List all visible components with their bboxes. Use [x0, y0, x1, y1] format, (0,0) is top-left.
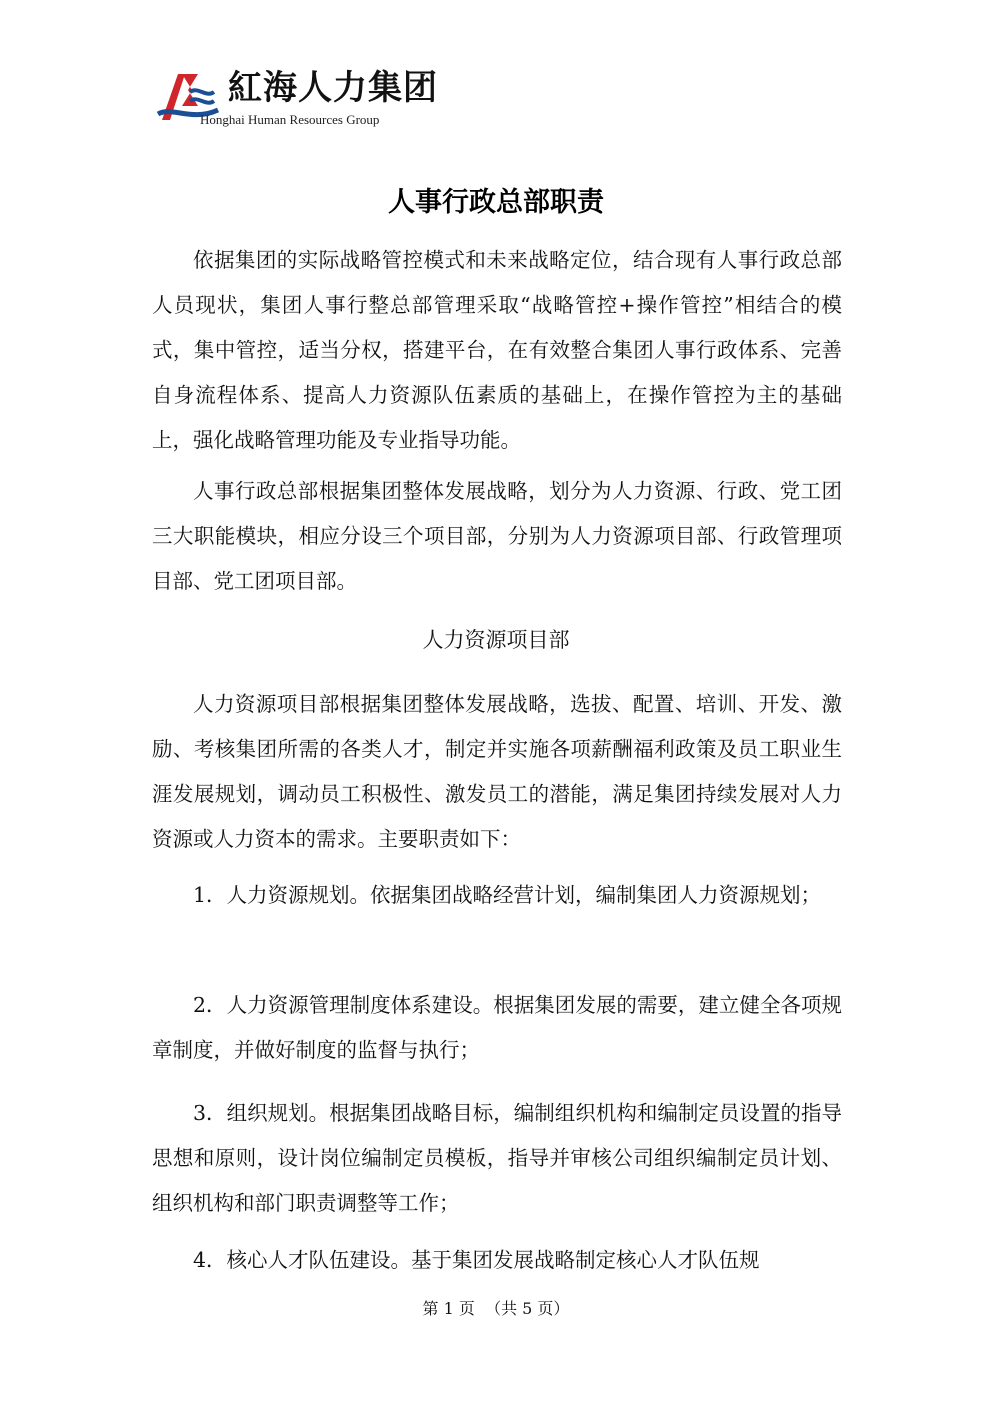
duty-item-3: 3．组织规划。根据集团战略目标，编制组织机构和编制定员设置的指导思想和原则，设计岗位编制定员模板，指导并审核公司组织编制定员计划、组织机构和部门职责调整等工作； [152, 1101, 842, 1215]
section-intro-paragraph: 人力资源项目部根据集团整体发展战略，选拔、配置、培训、开发、激励、考核集团所需的各类人才，制定并实施各项薪酬福利政策及员工职业生涯发展规划，调动员工积极性、激发员工的潜能，满足集团持续发展对人力资源或人力资本的需求。主要职责如下： [152, 692, 842, 851]
logo-chinese-name: 紅海人力集团 [228, 68, 438, 108]
logo-english-name: Honghai Human Resources Group [200, 112, 380, 127]
page-title: 人事行政总部职责 [388, 187, 604, 218]
intro-paragraph: 依据集团的实际战略管控模式和未来战略定位，结合现有人事行政总部人员现状，集团人事行整总部管理采取“战略管控+操作管控”相结合的模式，集中管控，适当分权，搭建平台，在有效整合集团人事行政体系、完善自身流程体系、提高人力资源队伍素质的基础上，在操作管控为主的基础上，强化战略管理功能及专业指导功能。 [152, 248, 842, 452]
duty-item-4: 4．核心人才队伍建设。基于集团发展战略制定核心人才队伍规 [193, 1248, 760, 1272]
duty-item-2: 2．人力资源管理制度体系建设。根据集团发展的需要，建立健全各项规章制度，并做好制度的监督与执行； [152, 993, 842, 1062]
section-heading: 人力资源项目部 [422, 628, 570, 652]
page-footer: 第 1 页 （共 5 页） [422, 1299, 570, 1318]
company-logo [152, 66, 438, 134]
modules-paragraph: 人事行政总部根据集团整体发展战略，划分为人力资源、行政、党工团三大职能模块，相应分设三个项目部，分别为人力资源项目部、行政管理项目部、党工团项目部。 [152, 479, 842, 593]
duty-item-1: 1．人力资源规划。依据集团战略经营计划，编制集团人力资源规划； [193, 883, 822, 907]
